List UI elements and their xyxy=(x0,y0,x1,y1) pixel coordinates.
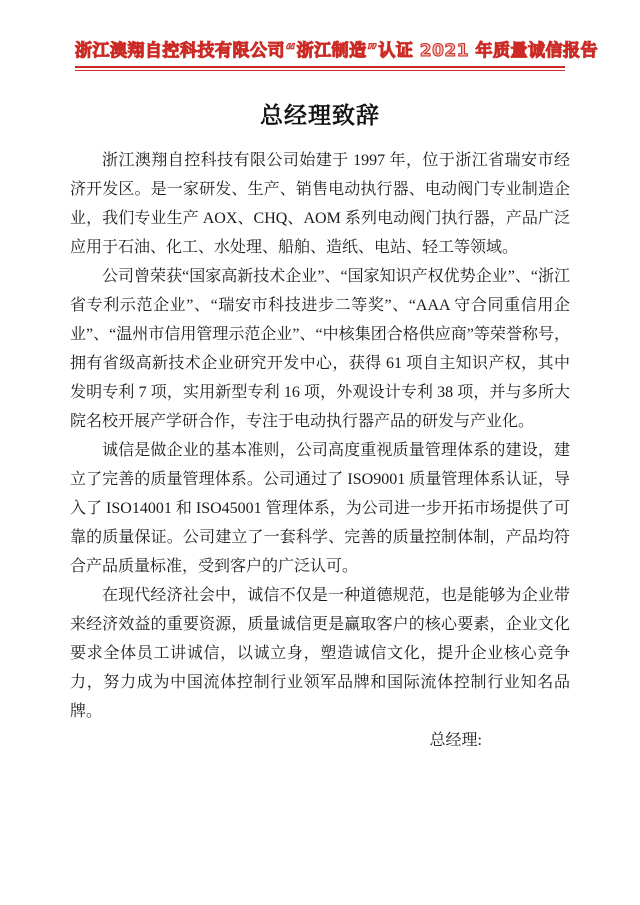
header-company-name: 浙江澳翔自控科技有限公司 xyxy=(75,41,285,61)
paragraph-quality-system: 诚信是做企业的基本准则，公司高度重视质量管理体系的建设，建立了完善的质量管理体系。公司通过了 ISO9001 质量管理体系认证，导入了 ISO14001 和 ISO45001 管理体系，为公司进一步开拓市场提供了可靠的质量保证。公司建立了一套科学、完善的质量控制体制，产品均符合产品质量标准，受到客户的广泛认可。 xyxy=(70,442,570,575)
document-body xyxy=(70,146,570,726)
header-rule-thick xyxy=(75,66,565,68)
signature-line: 总经理: xyxy=(429,732,482,749)
paragraph-honors: 公司曾荣获“国家高新技术企业”、“国家知识产权优势企业”、“浙江省专利示范企业”、“瑞安市科技进步二等奖”、“AAA 守合同重信用企业”、“温州市信用管理示范企业”、“中核集团合格供应商”等荣誉称号，拥有省级高新技术企业研究开发中心，获得 61 项自主知识产权，其中发明专利 7 项，实用新型专利 16 项，外观设计专利 38 项，并与多所大院名校开展产学研合作，专注于电动执行器产品的研发与产业化。 xyxy=(70,268,570,430)
page-header xyxy=(75,40,598,71)
header-rule-thin xyxy=(75,70,565,71)
header-report-title: “浙江制造”认证 2021 年质量诚信报告 xyxy=(285,41,598,61)
header-row xyxy=(75,40,598,66)
paragraph-company-intro: 浙江澳翔自控科技有限公司始建于 1997 年，位于浙江省瑞安市经济开发区。是一家研发、生产、销售电动执行器、电动阀门专业制造企业，我们专业生产 AOX、CHQ、AOM 系列电动阀门执行器，产品广泛应用于石油、化工、水处理、船舶、造纸、电站、轻工等领域。 xyxy=(70,152,570,256)
paragraph-integrity: 在现代经济社会中，诚信不仅是一种道德规范，也是能够为企业带来经济效益的重要资源，质量诚信更是赢取客户的核心要素，企业文化要求全体员工讲诚信，以诚立身，塑造诚信文化，提升企业核心竞争力，努力成为中国流体控制行业领军品牌和国际流体控制行业知名品牌。 xyxy=(70,587,570,720)
document-title: 总经理致辞 xyxy=(260,103,380,129)
